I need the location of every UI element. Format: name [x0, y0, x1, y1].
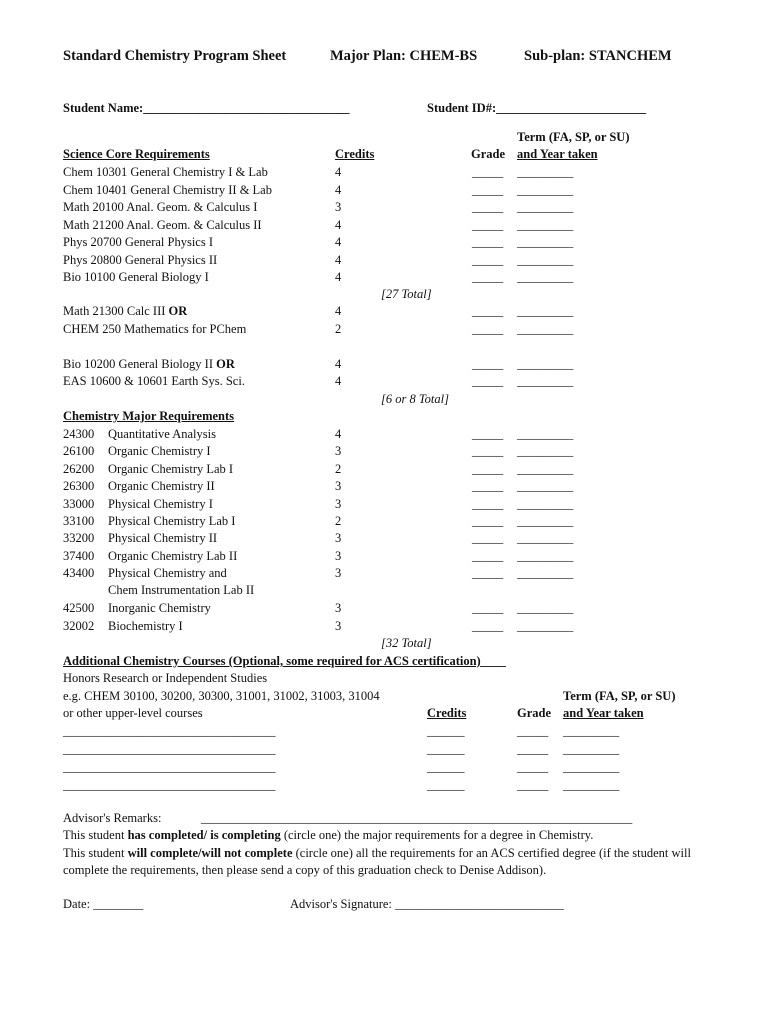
- credits-value: 3: [335, 618, 342, 633]
- date-field[interactable]: Date: ________: [63, 897, 144, 911]
- options-total: [6 or 8 Total]: [381, 392, 449, 406]
- credits-value: 3: [335, 566, 342, 581]
- additional-course-blank[interactable]: __________________________________: [63, 760, 276, 774]
- additional-term-blank[interactable]: _________: [563, 742, 620, 756]
- additional-term-blank[interactable]: _________: [563, 760, 620, 774]
- credits-value: 3: [335, 200, 342, 214]
- statement-text: This student: [63, 828, 128, 842]
- grade-blank[interactable]: _____: [472, 444, 504, 459]
- course-number: 42500: [63, 601, 95, 615]
- grade-blank[interactable]: _____: [472, 270, 504, 284]
- additional-heading-tail: ____: [480, 654, 506, 668]
- course-title: Physical Chemistry II: [108, 531, 218, 546]
- grade-blank[interactable]: _____: [472, 601, 504, 615]
- credits-value: 4: [335, 374, 342, 388]
- additional-grade-blank[interactable]: _____: [517, 760, 549, 774]
- statement-major: [63, 828, 593, 843]
- grade-header: Grade: [471, 147, 506, 161]
- grade-blank[interactable]: _____: [472, 235, 504, 249]
- course-title: Organic Chemistry I: [108, 444, 211, 459]
- term-blank[interactable]: _________: [517, 374, 574, 388]
- additional-course-blank[interactable]: __________________________________: [63, 742, 276, 756]
- course-number: 37400: [63, 548, 95, 563]
- term-blank[interactable]: _________: [517, 514, 574, 528]
- additional-grade-blank[interactable]: _____: [517, 724, 549, 738]
- course-chem-250: CHEM 250 Mathematics for PChem: [63, 322, 247, 336]
- term-blank[interactable]: _________: [517, 531, 574, 546]
- advisor-signature-field[interactable]: Advisor's Signature: ___________________________: [290, 897, 564, 911]
- term-header-bottom-2: and Year taken: [563, 706, 644, 720]
- chem-major-heading: Chemistry Major Requirements: [63, 409, 235, 423]
- credits-value: 2: [335, 461, 342, 476]
- grade-blank[interactable]: _____: [472, 252, 504, 267]
- grade-blank[interactable]: _____: [472, 548, 504, 563]
- or-label: OR: [168, 304, 188, 318]
- grade-blank[interactable]: _____: [472, 165, 504, 179]
- grade-blank[interactable]: _____: [472, 427, 504, 441]
- statement-text: (circle one) the major requirements for a degree in Chemistry.: [280, 828, 594, 842]
- course-name: Chem 10401 General Chemistry II & Lab: [63, 182, 272, 197]
- credits-header-2: Credits: [427, 706, 467, 720]
- chem-major-total: [32 Total]: [381, 636, 432, 650]
- course-number: 33100: [63, 514, 95, 528]
- course-name: Phys 20800 General Physics II: [63, 252, 218, 267]
- additional-course-blank[interactable]: __________________________________: [63, 778, 276, 792]
- course-name: Phys 20700 General Physics I: [63, 235, 213, 249]
- statement-acs: [63, 846, 691, 861]
- course-math-21300: [63, 304, 187, 319]
- credits-value: 4: [335, 270, 342, 284]
- circle-option-acs[interactable]: will complete/will not complete: [127, 846, 293, 860]
- term-blank[interactable]: _________: [517, 548, 574, 563]
- student-id-field[interactable]: Student ID#:________________________: [427, 101, 647, 115]
- term-blank[interactable]: _________: [517, 165, 574, 179]
- course-name: Chem 10301 General Chemistry I & Lab: [63, 165, 268, 179]
- credits-value: 3: [335, 548, 342, 563]
- credits-value: 3: [335, 496, 342, 511]
- grade-header-2: Grade: [517, 706, 552, 720]
- course-title: Biochemistry I: [108, 618, 183, 633]
- credits-value: 4: [335, 235, 342, 249]
- credits-value: 3: [335, 601, 342, 615]
- additional-grade-blank[interactable]: _____: [517, 778, 549, 792]
- term-blank[interactable]: _________: [517, 601, 574, 615]
- grade-blank[interactable]: _____: [472, 479, 504, 494]
- credits-value: 4: [335, 165, 342, 179]
- course-name: Bio 10100 General Biology I: [63, 270, 209, 284]
- grade-blank[interactable]: _____: [472, 461, 504, 476]
- science-core-heading: Science Core Requirements: [63, 147, 210, 161]
- course-number: 24300: [63, 427, 95, 441]
- course-name: Math 20100 Anal. Geom. & Calculus I: [63, 200, 258, 214]
- credits-value: 4: [335, 182, 342, 197]
- additional-credits-blank[interactable]: ______: [427, 724, 465, 738]
- grade-blank[interactable]: _____: [472, 357, 504, 371]
- course-title: Organic Chemistry Lab I: [108, 461, 234, 476]
- additional-line-2: e.g. CHEM 30100, 30200, 30300, 31001, 31002, 31003, 31004: [63, 689, 380, 703]
- additional-term-blank[interactable]: _________: [563, 724, 620, 738]
- statement-text: This student: [63, 846, 128, 860]
- credits-value: 4: [335, 252, 342, 267]
- additional-course-blank[interactable]: __________________________________: [63, 724, 276, 738]
- course-continuation: Chem Instrumentation Lab II: [108, 583, 255, 597]
- grade-blank[interactable]: _____: [472, 514, 504, 528]
- additional-heading-text: Additional Chemistry Courses (Optional, some required for ACS certification): [63, 654, 481, 668]
- term-blank[interactable]: _________: [517, 217, 574, 232]
- course-title: Organic Chemistry Lab II: [108, 548, 238, 563]
- additional-credits-blank[interactable]: ______: [427, 760, 465, 774]
- sheet-title: Standard Chemistry Program Sheet: [63, 48, 287, 64]
- credits-value: 3: [335, 479, 342, 494]
- course-eas-10600: EAS 10600 & 10601 Earth Sys. Sci.: [63, 374, 245, 388]
- grade-blank[interactable]: _____: [472, 322, 504, 336]
- credits-value: 2: [335, 514, 342, 528]
- credits-value: 2: [335, 322, 342, 336]
- course-title: Physical Chemistry Lab I: [108, 514, 236, 528]
- additional-credits-blank[interactable]: ______: [427, 742, 465, 756]
- student-name-field[interactable]: Student Name:_________________________________: [63, 101, 350, 115]
- course-name: Math 21300 Calc III: [63, 304, 169, 318]
- course-title: Organic Chemistry II: [108, 479, 215, 494]
- credits-value: 4: [335, 217, 342, 232]
- or-label: OR: [216, 357, 235, 371]
- term-header-top-2: Term (FA, SP, or SU): [563, 689, 676, 703]
- grade-blank[interactable]: _____: [472, 374, 504, 388]
- term-blank[interactable]: _________: [517, 496, 574, 511]
- term-blank[interactable]: _________: [517, 322, 574, 336]
- credits-value: 3: [335, 531, 342, 546]
- term-blank[interactable]: _________: [517, 479, 574, 494]
- term-blank[interactable]: _________: [517, 444, 574, 459]
- statement-acs-cont: complete the requirements, then please send a copy of this graduation check to Denise Addison).: [63, 863, 547, 877]
- grade-blank[interactable]: _____: [472, 304, 504, 318]
- term-header-top: Term (FA, SP, or SU): [517, 130, 630, 144]
- additional-term-blank[interactable]: _________: [563, 778, 620, 792]
- course-title: Quantitative Analysis: [108, 427, 216, 441]
- remarks-blank[interactable]: _____________________________________________________________________: [201, 811, 633, 825]
- credits-value: 4: [335, 304, 342, 318]
- term-blank[interactable]: _________: [517, 357, 574, 371]
- course-number: 26100: [63, 444, 95, 459]
- term-blank[interactable]: _________: [517, 235, 574, 249]
- circle-option-major[interactable]: has completed/ is completing: [127, 828, 281, 842]
- grade-blank[interactable]: _____: [472, 566, 504, 581]
- remarks-label: Advisor's Remarks:: [63, 811, 162, 825]
- additional-credits-blank[interactable]: ______: [427, 778, 465, 792]
- sub-plan: Sub-plan: STANCHEM: [524, 48, 672, 64]
- term-blank[interactable]: _________: [517, 182, 574, 197]
- term-blank[interactable]: _________: [517, 252, 574, 267]
- additional-grade-blank[interactable]: _____: [517, 742, 549, 756]
- course-number: 32002: [63, 618, 95, 633]
- grade-blank[interactable]: _____: [472, 182, 504, 197]
- statement-text: (circle one) all the requirements for an ACS certified degree (if the student will: [292, 846, 691, 860]
- credits-value: 4: [335, 357, 342, 371]
- grade-blank[interactable]: _____: [472, 618, 504, 633]
- credits-header: Credits: [335, 147, 375, 161]
- course-title: Physical Chemistry I: [108, 496, 213, 511]
- science-core-total: [27 Total]: [381, 287, 432, 301]
- credits-value: 3: [335, 444, 342, 459]
- term-blank[interactable]: _________: [517, 427, 574, 441]
- course-name: Math 21200 Anal. Geom. & Calculus II: [63, 217, 262, 232]
- term-blank[interactable]: _________: [517, 304, 574, 318]
- grade-blank[interactable]: _____: [472, 217, 504, 232]
- grade-blank[interactable]: _____: [472, 531, 504, 546]
- course-name: Bio 10200 General Biology II: [63, 357, 217, 371]
- additional-heading: [63, 654, 506, 669]
- advisor-remarks: [63, 811, 161, 826]
- term-header-bottom: and Year taken: [517, 147, 598, 161]
- grade-blank[interactable]: _____: [472, 496, 504, 511]
- course-title: Physical Chemistry and: [108, 566, 227, 581]
- course-number: 26300: [63, 479, 95, 494]
- major-plan: Major Plan: CHEM-BS: [330, 48, 478, 64]
- course-number: 33000: [63, 496, 95, 511]
- credits-value: 4: [335, 427, 342, 441]
- term-blank[interactable]: _________: [517, 200, 574, 214]
- course-number: 43400: [63, 566, 95, 581]
- term-blank[interactable]: _________: [517, 618, 574, 633]
- course-number: 33200: [63, 531, 95, 546]
- term-blank[interactable]: _________: [517, 566, 574, 581]
- grade-blank[interactable]: _____: [472, 200, 504, 214]
- additional-line-1: Honors Research or Independent Studies: [63, 671, 268, 685]
- course-bio-10200: [63, 357, 235, 372]
- course-number: 26200: [63, 461, 95, 476]
- additional-line-3: or other upper-level courses: [63, 706, 203, 720]
- term-blank[interactable]: _________: [517, 461, 574, 476]
- course-title: Inorganic Chemistry: [108, 601, 211, 615]
- term-blank[interactable]: _________: [517, 270, 574, 284]
